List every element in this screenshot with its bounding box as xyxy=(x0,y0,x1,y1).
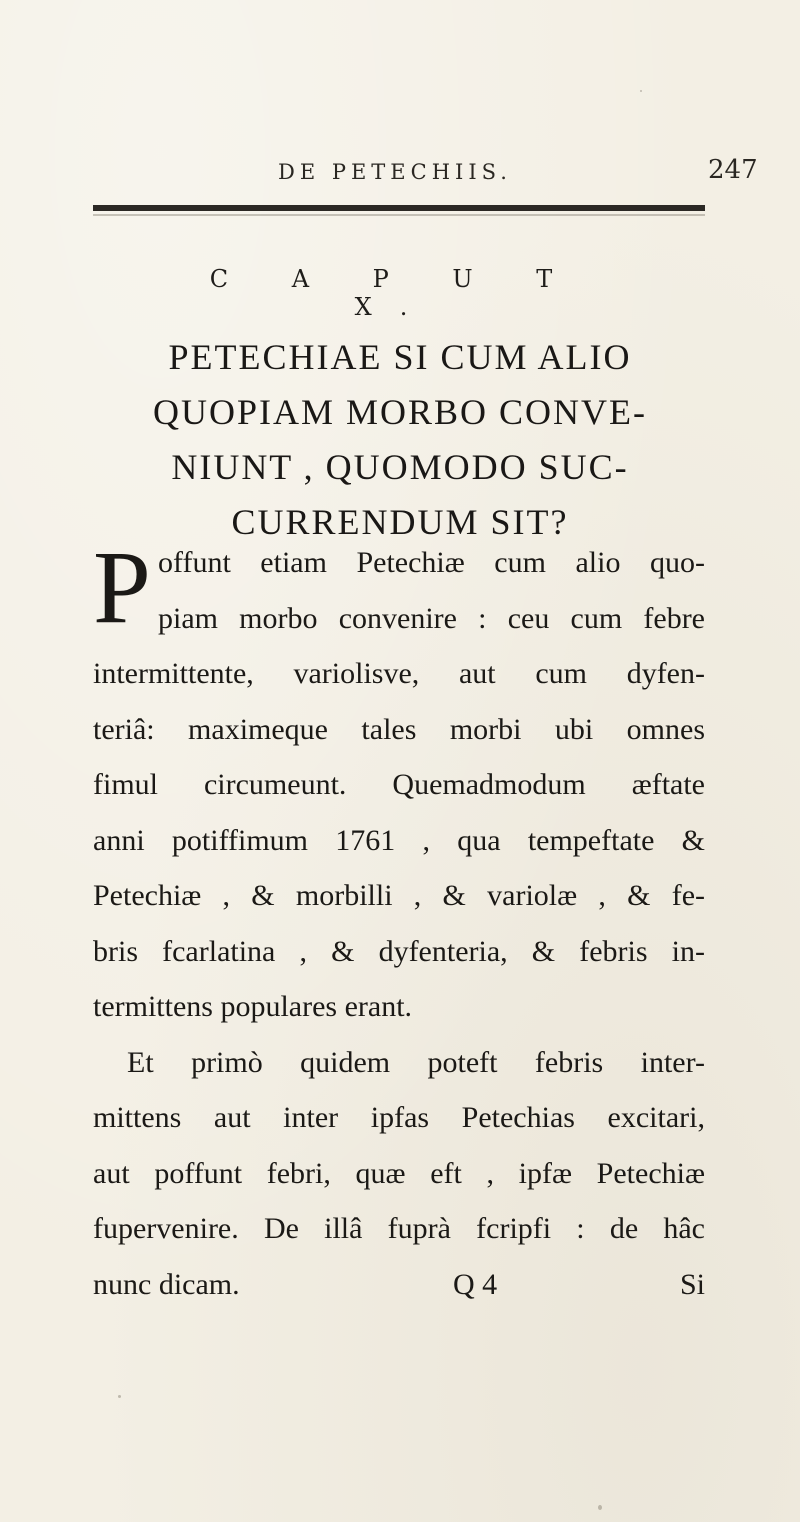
text-line: teriâ: maximeque tales morbi ubi omnes xyxy=(93,712,705,746)
catchword: Si xyxy=(679,1268,705,1301)
running-head: DE PETECHIIS. xyxy=(278,160,512,184)
header-rule xyxy=(93,205,705,211)
header-rule-shadow xyxy=(93,214,705,216)
page-number: 247 xyxy=(708,155,758,185)
text-line: nunc dicam. xyxy=(93,1267,240,1301)
title-line: QUOPIAM MORBO CONVE- xyxy=(152,392,648,432)
body-text xyxy=(93,530,705,1312)
text-line: anni potiffimum 1761 , qua tempeftate & xyxy=(93,823,705,857)
paper-speck xyxy=(640,90,642,92)
text-line: offunt etiam Petechiæ cum alio quo- xyxy=(158,546,705,579)
text-line: termittens populares erant. xyxy=(93,990,413,1023)
text-line: Petechiæ , & morbilli , & variolæ , & fe- xyxy=(93,879,705,912)
title-line: NIUNT , QUOMODO SUC- xyxy=(171,447,629,487)
text-line: bris fcarlatina , & dyfenteria, & febris in- xyxy=(93,934,705,968)
text-line: aut poffunt febri, quæ eft , ipfæ Petechiæ xyxy=(93,1156,705,1190)
text-line: fupervenire. De illâ fuprà fcripfi : de hâc xyxy=(93,1212,705,1245)
paper-speck xyxy=(118,1395,121,1398)
text-line: intermittente, variolisve, aut cum dyfen- xyxy=(93,657,705,690)
signature-mark: Q 4 xyxy=(453,1268,498,1301)
text-line: piam morbo convenire : ceu cum febre xyxy=(158,601,705,635)
paragraph-1-opening xyxy=(93,530,705,646)
title-line: CURRENDUM SIT? xyxy=(231,502,569,542)
paper-speck xyxy=(598,1505,602,1510)
chapter-label: C A P U T X. xyxy=(209,265,581,321)
title-line: PETECHIAE SI CUM ALIO xyxy=(168,337,632,377)
drop-cap: P xyxy=(93,530,151,645)
chapter-title xyxy=(75,330,725,550)
text-line: fimul circumeunt. Quemadmodum æftate xyxy=(93,768,705,801)
text-line: mittens aut inter ipfas Petechias excitari, xyxy=(93,1101,705,1134)
text-line: Et primò quidem poteft febris inter- xyxy=(127,1045,705,1079)
